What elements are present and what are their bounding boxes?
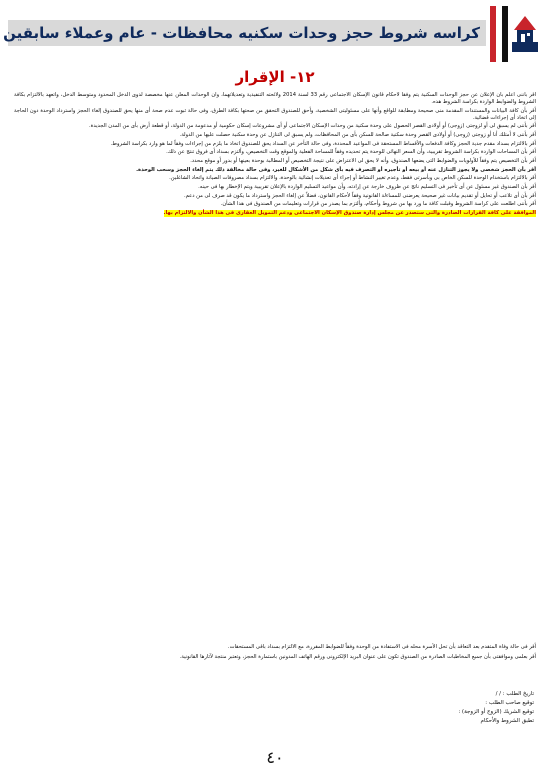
declaration-paragraph: أقر بأننى لا أمتلك أنا أو زوجتى (زوجى) أو أولادى القصر وحدة سكنية صالحة للسكن بأى من المحافظات، ولم يسبق لى التنازل عن وحدة سكنية حصلت عليها من الدولة. xyxy=(179,132,536,139)
declaration-paragraph: أقر بأننى أعلم بأن الإعلان عن حجز الوحدات السكنية يتم وفقاً لأحكام قانون الإسكان الاجتماعى رقم 33 لسنة 2014 ولائحته التنفيذية وتعديلاتهما، وأن الوحدات المعلن عنها مخصصة لذوى الدخل المحدود ومتوسط الدخل، وأتعهد بالالتزام بكافة الشروط والضوابط الواردة بكراسة الشروط هذه. xyxy=(14,92,536,106)
spouse-signature-label: توقيع الشريك (الزوج أو الزوجة) : xyxy=(458,709,534,715)
flag-stripe-black xyxy=(502,6,508,62)
page-header xyxy=(3,6,542,62)
declaration-paragraph: أقر بأننى اطلعت على كراسة الشروط وقبلت كافة ما ورد بها من شروط وأحكام، وألتزم بما يصدر من قرارات وتعليمات من الصندوق فى هذا الشأن. xyxy=(220,201,536,208)
declaration-paragraph: أقر بأن المساحات الواردة بكراسة الشروط تقريبية، وأن السعر النهائى للوحدة يتم تحديده وفقاً للمساحة الفعلية والموقع وقت التخصيص، وألتزم بسداد أى فروق تنتج عن ذلك. xyxy=(166,149,536,156)
signature-block xyxy=(334,690,534,726)
request-date-label: تاريخ الطلب : / / xyxy=(495,691,534,697)
note-paragraph: أقر فى حالة وفاة المتقدم بعد التعاقد بأن تحل الأسرة محله فى الاستفادة من الوحدة وفقاً للضوابط المقررة، مع الالتزام بسداد باقى المستحقات. xyxy=(227,644,536,650)
declaration-body xyxy=(14,92,536,642)
declaration-paragraph: أقر بأن الحجز شخصى ولا يجوز التنازل عنه أو بيعه أو تأجيره أو التصرف فيه بأى شكل من الأشكال للغير، وفى حالة مخالفة ذلك يتم إلغاء الحجز وسحب الوحدة. xyxy=(136,166,536,173)
declaration-paragraph: أقر بأن كافة البيانات والمستندات المقدمة منى صحيحة ومطابقة للواقع وأنها على مسئوليتى الشخصية، وأحق للصندوق التحقق من صحتها بكافة الطرق، وفى حالة ثبوت عدم صحة أى منها يحق للصندوق إلغاء الحجز واسترداد الوحدة دون الحاجة إلى اتخاذ أى إجراءات قضائية. xyxy=(14,107,536,121)
declaration-paragraph: أقر بأن أى تلاعب أو تحايل أو تقديم بيانات غير صحيحة يعرضنى للمساءلة القانونية وفقاً لأحكام القانون، فضلاً عن إلغاء الحجز واسترداد ما يكون قد صرف لى من دعم. xyxy=(184,192,536,199)
fund-logo-icon xyxy=(510,12,540,56)
note-paragraph: أقر بعلمى وموافقتى بأن جميع المخاطبات الصادرة من الصندوق تكون على عنوان البريد الإلكترونى ورقم الهاتف المدونين باستمارة الحجز، وتعتبر منتجة لآثارها القانونية. xyxy=(179,654,536,661)
page-header-title: كراسه شروط حجز وحدات سكنيه محافظات - عام وعملاء سابقين xyxy=(3,24,480,42)
declaration-notes xyxy=(14,644,536,664)
declaration-paragraph: أقر بأن التخصيص يتم وفقاً للأولويات والضوابط التى يضعها الصندوق، وأنه لا يحق لى الاعتراض على نتيجة التخصيص أو المطالبة بوحدة بعينها أو بدور أو موقع محدد. xyxy=(190,157,536,164)
declaration-paragraph: أقر بأننى لم يسبق لى أو لزوجتى (زوجى) أو أولادى القصر الحصول على وحدة سكنية من وحدات الإسكان الاجتماعى أو أى مشروعات إسكان حكومية أو مدعومة من الدولة، أو قطعة أرض بأى من المدن الجديدة. xyxy=(89,123,536,130)
declaration-paragraph: أقر بالالتزام بسداد مقدم جدية الحجز وكافة الدفعات والأقساط المستحقة فى المواعيد المحددة، وفى حالة التأخر عن السداد يحق للصندوق اتخاذ ما يلزم من إجراءات وفقاً لما هو وارد بكراسة الشروط. xyxy=(110,140,536,147)
declaration-paragraph: أقر بأن الصندوق غير مسئول عن أى تأخير فى التسليم ناتج عن ظروف خارجة عن إرادته، وأن مواعيد التسليم الواردة بالإعلان تقريبية ويتم الإخطار بها فى حينه. xyxy=(198,183,536,190)
declaration-paragraph: أقر بالالتزام باستخدام الوحدة للسكن الخاص بى وبأسرتى فقط، وعدم تغيير النشاط أو إجراء أى تعديلات إنشائية بالوحدة، والالتزام بسداد مصروفات الصيانة واتحاد الشاغلين. xyxy=(169,175,536,182)
section-title: ١٢- الإقرار xyxy=(235,68,315,86)
applicant-signature-label: توقيع صاحب الطلب : xyxy=(485,700,534,706)
page-number: ٤٠ xyxy=(266,748,284,767)
highlighted-clause: الموافقة على كافة القرارات الصادرة والتى ستصدر عن مجلس إدارة صندوق الإسكان الاجتماعى ودعم التمويل العقارى فى هذا الشأن والالتزام بها. xyxy=(163,209,536,216)
terms-label: تطبق الشروط والأحكام xyxy=(480,718,534,724)
